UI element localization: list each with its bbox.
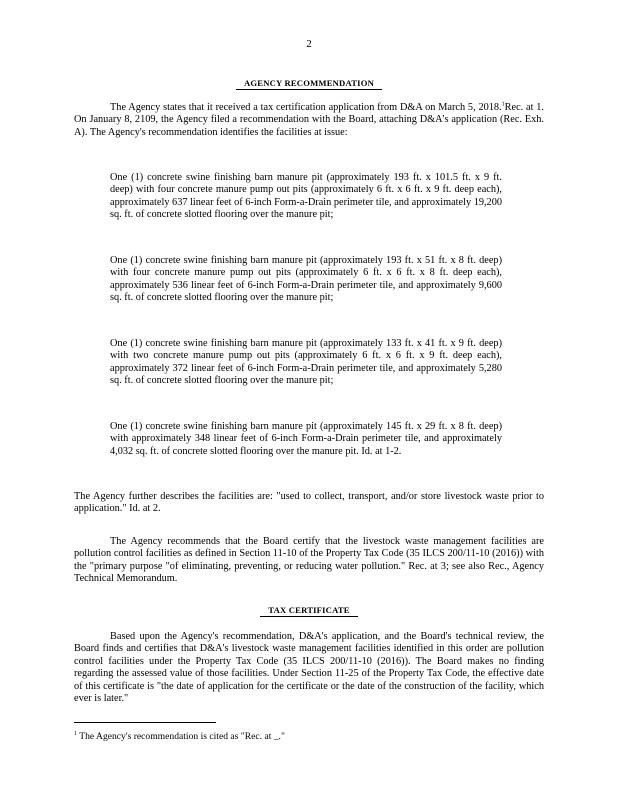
heading-tax-certificate [0, 604, 618, 616]
footnote-marker: 1 [501, 101, 505, 108]
page-number: 2 [306, 38, 312, 50]
paragraph-board-finding [74, 631, 544, 705]
heading-agency-recommendation [0, 77, 618, 89]
facility-item-2: One (1) concrete swine finishing barn manure pit (approximately 193 ft. x 51 ft. x 8 ft. deep) with four concrete manure pump out pits (approximately 6 ft. x 6 ft. x 8 ft. deep each), approximately 536 linear feet of 6-inch Form-a-Drain perimeter tile, and approximately 9,600 sq. ft. of concrete slotted flooring over the manure pit; [110, 255, 502, 304]
footnote [74, 731, 544, 743]
paragraph-facility-description: The Agency further describes the facilities are: "used to collect, transport, and/or store livestock waste prior to application." Id. at 2. [74, 491, 544, 515]
facility-item-1: One (1) concrete swine finishing barn manure pit (approximately 193 ft. x 101.5 ft. x 9 ft. deep) with four concrete manure pump out pits (approximately 6 ft. x 6 ft. x 9 ft. deep each), approximately 637 linear feet of 6-inch Form-a-Drain perimeter tile, and approximately 19,200 sq. ft. of concrete slotted flooring over the manure pit; [110, 172, 503, 221]
heading-text: TAX CERTIFICATE [260, 605, 357, 617]
paragraph-text: Based upon the Agency's recommendation, D&A's application, and the Board's technical review, the Board finds and certifies that D&A's livestock waste management facilities identified in this order are pollution control facilities under the Property Tax Code (35 ILCS 200/11-10 (2016)). The Board makes no finding regarding the assessed value of those facilities. Under Section 11-25 of the Property Tax Code, the effective date of this certificate is "the date of application for the certificate or the date of the construction of the facility, which ever is later." [74, 631, 544, 705]
heading-text: AGENCY RECOMMENDATION [236, 78, 382, 90]
paragraph-text-cont: Rec. at 1. On January 8, 2109, the Agency filed a recommendation with the Board, attaching D&A's application (Rec. Exh. A). The Agency's recommendation identifies the facilities at issue: [74, 102, 544, 138]
paragraph-text: The Agency states that it received a tax certification application from D&A on March 5, 2018. [110, 102, 502, 113]
facility-item-3: One (1) concrete swine finishing barn manure pit (approximately 133 ft. x 41 ft. x 9 ft. deep) with two concrete manure pump out pits (approximately 6 ft. x 6 ft. x 9 ft. deep each), approximately 372 linear feet of 6-inch Form-a-Drain perimeter tile, and approximately 5,280 sq. ft. of concrete slotted flooring over the manure pit; [110, 338, 502, 387]
footnote-text: The Agency's recommendation is cited as "Rec. at _." [79, 731, 285, 742]
facility-item-4: One (1) concrete swine finishing barn manure pit (approximately 145 ft. x 29 ft. x 8 ft. deep) with approximately 348 linear feet of 6-inch Form-a-Drain perimeter tile, and approximately 4,032 sq. ft. of concrete slotted flooring over the manure pit. Id. at 1-2. [110, 421, 502, 457]
footnote-number: 1 [74, 730, 77, 737]
paragraph-agency-recommends [74, 536, 544, 586]
paragraph-text: The Agency recommends that the Board certify that the livestock waste management facilities are pollution control facilities as defined in Section 11-10 of the Property Tax Code (35 ILCS 200/11-10 (2016)) with the "primary purpose "of eliminating, preventing, or reducing water pollution." Rec. at 3; see also Rec., Agency Technical Memorandum. [74, 536, 544, 585]
paragraph-intro [74, 102, 544, 139]
footnote-divider [74, 722, 216, 723]
